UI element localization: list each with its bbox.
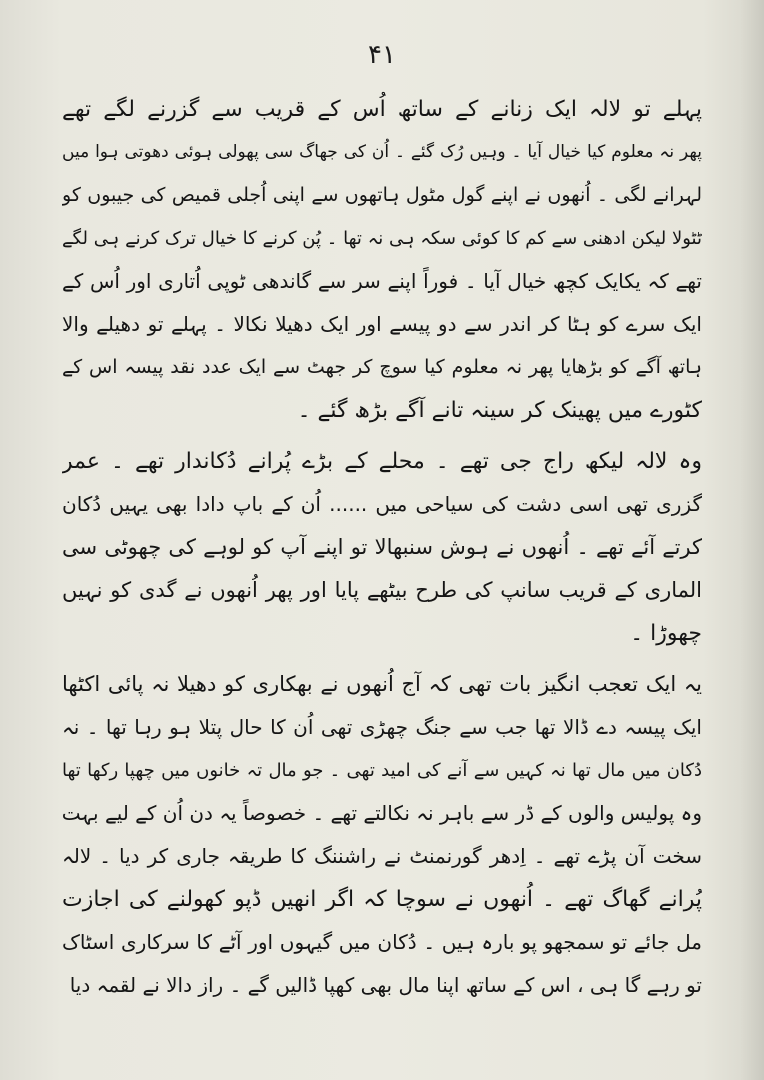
text-line: کرتے آئے تھے ۔ اُنھوں نے ہوش سنبھالا تو اپنے آپ کو لوہے کی چھوٹی سی (62, 535, 702, 559)
text-line: ہاتھ آگے کو بڑھایا پھر نہ معلوم کیا سوچ کر جھٹ سے ایک عدد نقد پیسہ اس کے (62, 356, 702, 378)
text-line: یہ ایک تعجب انگیز بات تھی کہ آج اُنھوں نے بھکاری کو دھیلا نہ پائی اکٹھا (62, 672, 702, 696)
text-line: سخت آن پڑے تھے ۔ اِدھر گورنمنٹ نے راشننگ کا طریقہ جاری کر دیا ۔ لالہ (62, 844, 702, 868)
paragraph (62, 663, 702, 1007)
text-line: پھر نہ معلوم کیا خیال آیا ۔ وہیں رُک گئے ۔ اُن کی جھاگ سی پھولی ہوئی دھوتی ہوا میں (62, 142, 702, 162)
text-line: وہ پولیس والوں کے ڈر سے باہر نہ نکالتے تھے ۔ خصوصاً یہ دن اُن کے لیے بہت (62, 801, 702, 825)
text-line: تو رہے گا ہی ، اس کے ساتھ اپنا مال بھی کھپا ڈالیں گے ۔ راز دالا نے لقمہ دیا (69, 973, 702, 997)
text-line: چھوڑا ۔ (630, 621, 702, 646)
text-line: کٹورے میں پھینک کر سینہ تانے آگے بڑھ گئے ۔ (297, 398, 702, 423)
text-line: پُرانے گھاگ تھے ۔ اُنھوں نے سوچا کہ اگر انھیں ڈپو کھولنے کی اجازت (62, 887, 702, 912)
text-line: تھے کہ یکایک کچھ خیال آیا ۔ فوراً اپنے سر سے گاندھی ٹوپی اُتاری اور اُس کے (62, 269, 702, 293)
text-line: گزری تھی اسی دشت کی سیاحی میں ...... اُن کے باپ دادا بھی یہیں دُکان (62, 492, 702, 516)
text-line: ایک پیسہ دے ڈالا تھا جب سے جنگ چھڑی تھی اُن کا حال پتلا ہو رہا تھا ۔ نہ (62, 715, 702, 739)
text-line: ٹٹولا لیکن ادھنی سے کم کا کوئی سکہ ہی نہ تھا ۔ پُن کرنے کا خیال ترک کرنے ہی لگے (62, 228, 702, 249)
text-line: الماری کے قریب سانپ کی طرح بیٹھے پایا اور پھر اُنھوں نے گدی کو نہیں (62, 578, 702, 602)
page-body (62, 88, 702, 1015)
text-line: وہ لالہ لیکھ راج جی تھے ۔ محلے کے بڑے پُرانے دُکاندار تھے ۔ عمر (62, 449, 702, 474)
page-number: ۴۱ (368, 40, 396, 70)
paragraph (62, 88, 702, 432)
page-edge-shadow (740, 0, 764, 1080)
text-line: پہلے تو لالہ ایک زنانے کے ساتھ اُس کے قریب سے گزرنے لگے تھے (62, 97, 702, 122)
paragraph (62, 440, 702, 655)
text-line: دُکان میں مال تھا نہ کہیں سے آنے کی امید تھی ۔ جو مال تہ خانوں میں چھپا رکھا تھا (62, 760, 702, 781)
text-line: مل جائے تو سمجھو پو بارہ ہیں ۔ دُکان میں گیہوں اور آٹے کا سرکاری اسٹاک (62, 930, 702, 954)
text-line: لہرانے لگی ۔ اُنھوں نے اپنے گول مٹول ہاتھوں سے اپنی اُجلی قمیص کی جیبوں کو (62, 184, 702, 206)
text-line: ایک سرے کو ہٹا کر اندر سے دو پیسے اور ایک دھیلا نکالا ۔ پہلے تو دھیلے والا (62, 312, 702, 336)
